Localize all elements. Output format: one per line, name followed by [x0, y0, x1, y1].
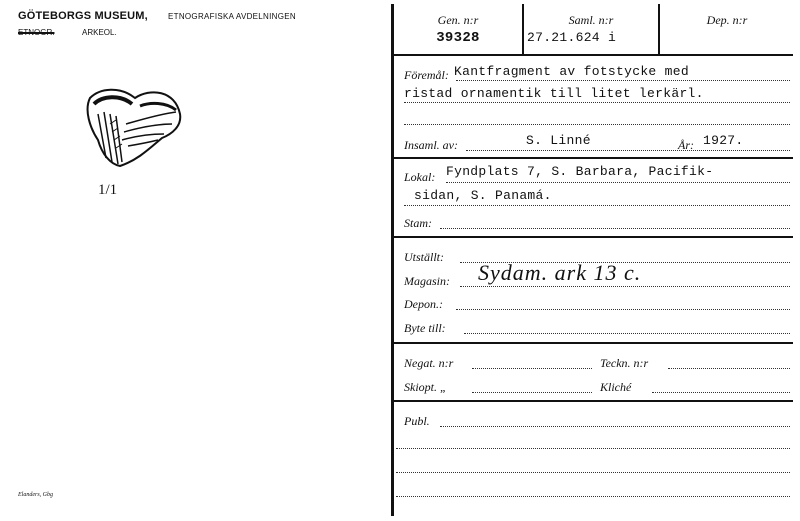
depon-label: Depon.: — [404, 297, 443, 311]
utstallt-label: Utställt: — [404, 250, 445, 264]
dotted-line — [396, 472, 790, 473]
pottery-fragment-sketch-icon — [80, 84, 190, 174]
ar-label: År: — [678, 138, 694, 152]
divider — [393, 400, 793, 402]
dotted-line — [440, 426, 790, 427]
foremal-label: Föremål: — [404, 68, 449, 82]
dotted-line — [396, 496, 790, 497]
dotted-line — [668, 368, 790, 369]
museum-name: GÖTEBORGS MUSEUM, — [18, 10, 148, 22]
foremal-line-1: Kantfragment av fotstycke med — [454, 64, 689, 79]
dotted-line — [404, 124, 790, 125]
insaml-label: Insaml. av: — [404, 138, 458, 152]
ar-value: 1927. — [703, 133, 744, 148]
stam-label: Stam: — [404, 216, 432, 230]
scale-label: 1/1 — [98, 182, 118, 198]
dotted-line — [466, 150, 790, 151]
dotted-line — [404, 102, 790, 103]
divider — [393, 157, 793, 159]
kliche-label: Kliché — [600, 380, 632, 394]
dotted-line — [472, 392, 592, 393]
insaml-value: S. Linné — [526, 133, 591, 148]
gen-nr-label: Gen. n:r — [437, 13, 479, 27]
lokal-line-2: sidan, S. Panamá. — [414, 188, 552, 203]
dotted-line — [456, 80, 790, 81]
dotted-line — [446, 182, 790, 183]
department-name: ETNOGRAFISKA AVDELNINGEN — [168, 12, 296, 21]
divider — [522, 4, 524, 54]
skiopt-label: Skiopt. „ — [404, 380, 447, 394]
saml-nr-label: Saml. n:r — [568, 13, 614, 27]
lokal-label: Lokal: — [404, 170, 436, 184]
card-left-border — [391, 4, 394, 516]
etnogr-label: ETNOGR. — [18, 28, 55, 37]
dotted-line — [456, 309, 790, 310]
dotted-line — [464, 333, 790, 334]
gen-nr-value: 39328 — [436, 30, 480, 46]
dotted-line — [460, 286, 790, 287]
dotted-line — [404, 205, 790, 206]
magasin-value: Sydam. ark 13 c. — [478, 260, 642, 285]
publ-label: Publ. — [404, 414, 430, 428]
byte-till-label: Byte till: — [404, 321, 446, 335]
dotted-line — [652, 392, 790, 393]
printer-mark: Elanders, Gbg — [18, 492, 53, 498]
divider — [393, 236, 793, 238]
dep-nr-label: Dep. n:r — [706, 13, 748, 27]
arkeol-label: ARKEOL. — [82, 28, 117, 37]
foremal-line-2: ristad ornamentik till litet lerkärl. — [404, 86, 704, 101]
divider — [393, 54, 793, 56]
divider — [658, 4, 660, 54]
dotted-line — [472, 368, 592, 369]
dotted-line — [440, 228, 790, 229]
magasin-label: Magasin: — [404, 274, 450, 288]
lokal-line-1: Fyndplats 7, S. Barbara, Pacifik- — [446, 164, 714, 179]
saml-nr-value: 27.21.624 i — [527, 30, 617, 45]
dotted-line — [396, 448, 790, 449]
teckn-nr-label: Teckn. n:r — [600, 356, 649, 370]
negat-nr-label: Negat. n:r — [404, 356, 454, 370]
divider — [393, 342, 793, 344]
